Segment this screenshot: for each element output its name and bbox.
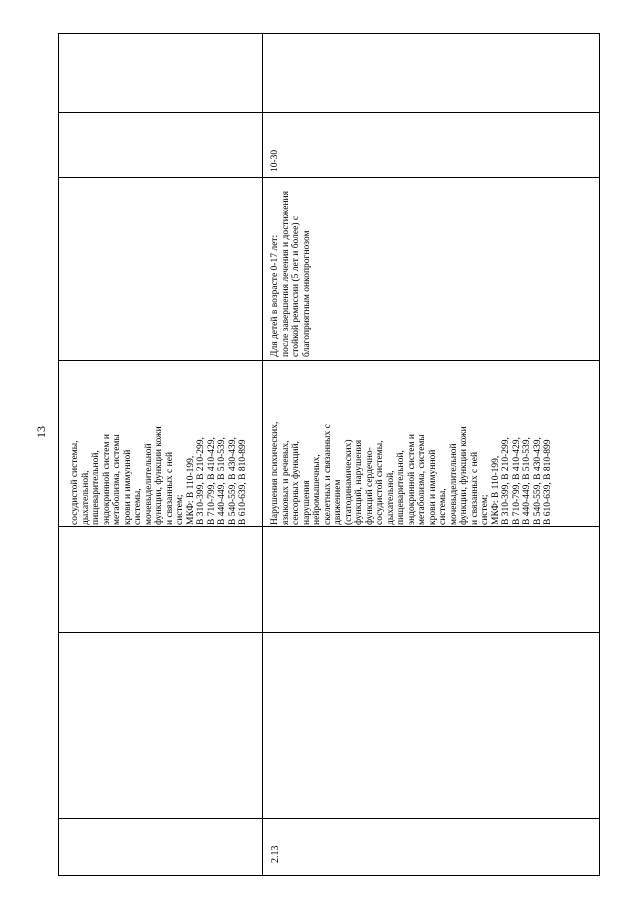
column-divider — [58, 526, 599, 527]
text-line: дыхательной, — [80, 470, 91, 525]
text-line: систем; — [480, 494, 490, 525]
text-line: В 710-799, В 410-429, — [511, 437, 522, 525]
text-line: языковых и речевых, — [280, 440, 291, 525]
table-border-bottom — [58, 875, 599, 876]
lower-row-conditions-cell — [270, 422, 554, 525]
table-border-top — [58, 33, 599, 34]
text-line: мочевыделительной — [143, 443, 154, 525]
text-line: метаболизма, системы — [112, 434, 122, 525]
table-border-left — [58, 33, 59, 876]
text-line: Для детей в возрасте 0-17 лет: — [270, 234, 280, 357]
column-divider — [58, 112, 599, 113]
text-line: мочевыделительной — [448, 443, 459, 525]
table-border-right — [599, 33, 600, 876]
text-line: В 440-449, В 510-539, — [217, 437, 227, 525]
text-line: В 540-559, В 430-439, — [227, 437, 238, 525]
text-line: В 610-639, В 810-899 — [543, 439, 553, 525]
text-line: сосудистой системы, — [375, 440, 385, 525]
text-line: сенсорных функций, — [291, 441, 301, 525]
lower-row-percent: 10-30 — [270, 149, 280, 172]
text-line: В 310-399, В 210-299, — [196, 437, 206, 525]
text-line: системы, — [133, 488, 143, 525]
text-line: (статодинамических) — [343, 439, 354, 525]
text-line: Нарушения психических, — [270, 421, 280, 525]
column-divider — [58, 632, 599, 633]
upper-row-conditions-cell — [70, 426, 249, 525]
text-line: систем; — [175, 494, 185, 525]
text-line: эндокринной систем и — [406, 434, 417, 525]
text-line: движением — [333, 479, 343, 525]
text-line: пищеварительной, — [396, 450, 406, 525]
text-line: В 540-559, В 430-439, — [532, 437, 543, 525]
text-line: и связанных с ней — [164, 451, 175, 525]
text-line: функции, функции кожи — [154, 426, 164, 525]
text-line: нарушения — [301, 480, 312, 525]
text-line: эндокринной систем и — [101, 434, 112, 525]
text-line: системы, — [438, 488, 448, 525]
page-number: 13 — [34, 426, 48, 438]
row-number: 2.13 — [270, 845, 281, 863]
text-line: после завершения лечения и достижения — [280, 191, 291, 357]
row-divider — [262, 33, 263, 876]
column-divider — [58, 360, 599, 361]
column-divider — [58, 818, 599, 819]
text-line: В 610-639, В 810-899 — [238, 439, 248, 525]
column-divider — [58, 177, 599, 178]
text-line: дыхательной, — [385, 470, 396, 525]
text-line: нейромышечных, — [312, 454, 322, 525]
text-line: В 710-799, В 410-429, — [206, 437, 217, 525]
text-line: пищеварительной, — [91, 450, 101, 525]
text-line: крови и иммунной — [122, 449, 133, 525]
text-line: МКФ: В 110-199, — [185, 455, 196, 525]
text-line: сосудистой системы, — [70, 440, 80, 525]
text-line: благоприятным онкопрогнозом — [301, 230, 312, 357]
text-line: крови и иммунной — [427, 449, 438, 525]
text-line: функций, нарушения — [354, 439, 364, 525]
text-line: метаболизма, системы — [417, 434, 427, 525]
text-line: скелетных и связанных с — [322, 424, 333, 525]
lower-row-criteria-cell — [270, 191, 312, 357]
text-line: и связанных с ней — [469, 451, 480, 525]
text-line: В 310-399, В 210-299, — [501, 437, 511, 525]
text-line: функции, функции кожи — [459, 426, 469, 525]
text-line: стойкой ремиссии (5 лет и более) с — [291, 215, 301, 357]
text-line: МКФ: В 110-199, — [490, 455, 501, 525]
text-line: функций сердечно- — [364, 447, 375, 525]
text-line: В 440-449, В 510-539, — [522, 437, 532, 525]
